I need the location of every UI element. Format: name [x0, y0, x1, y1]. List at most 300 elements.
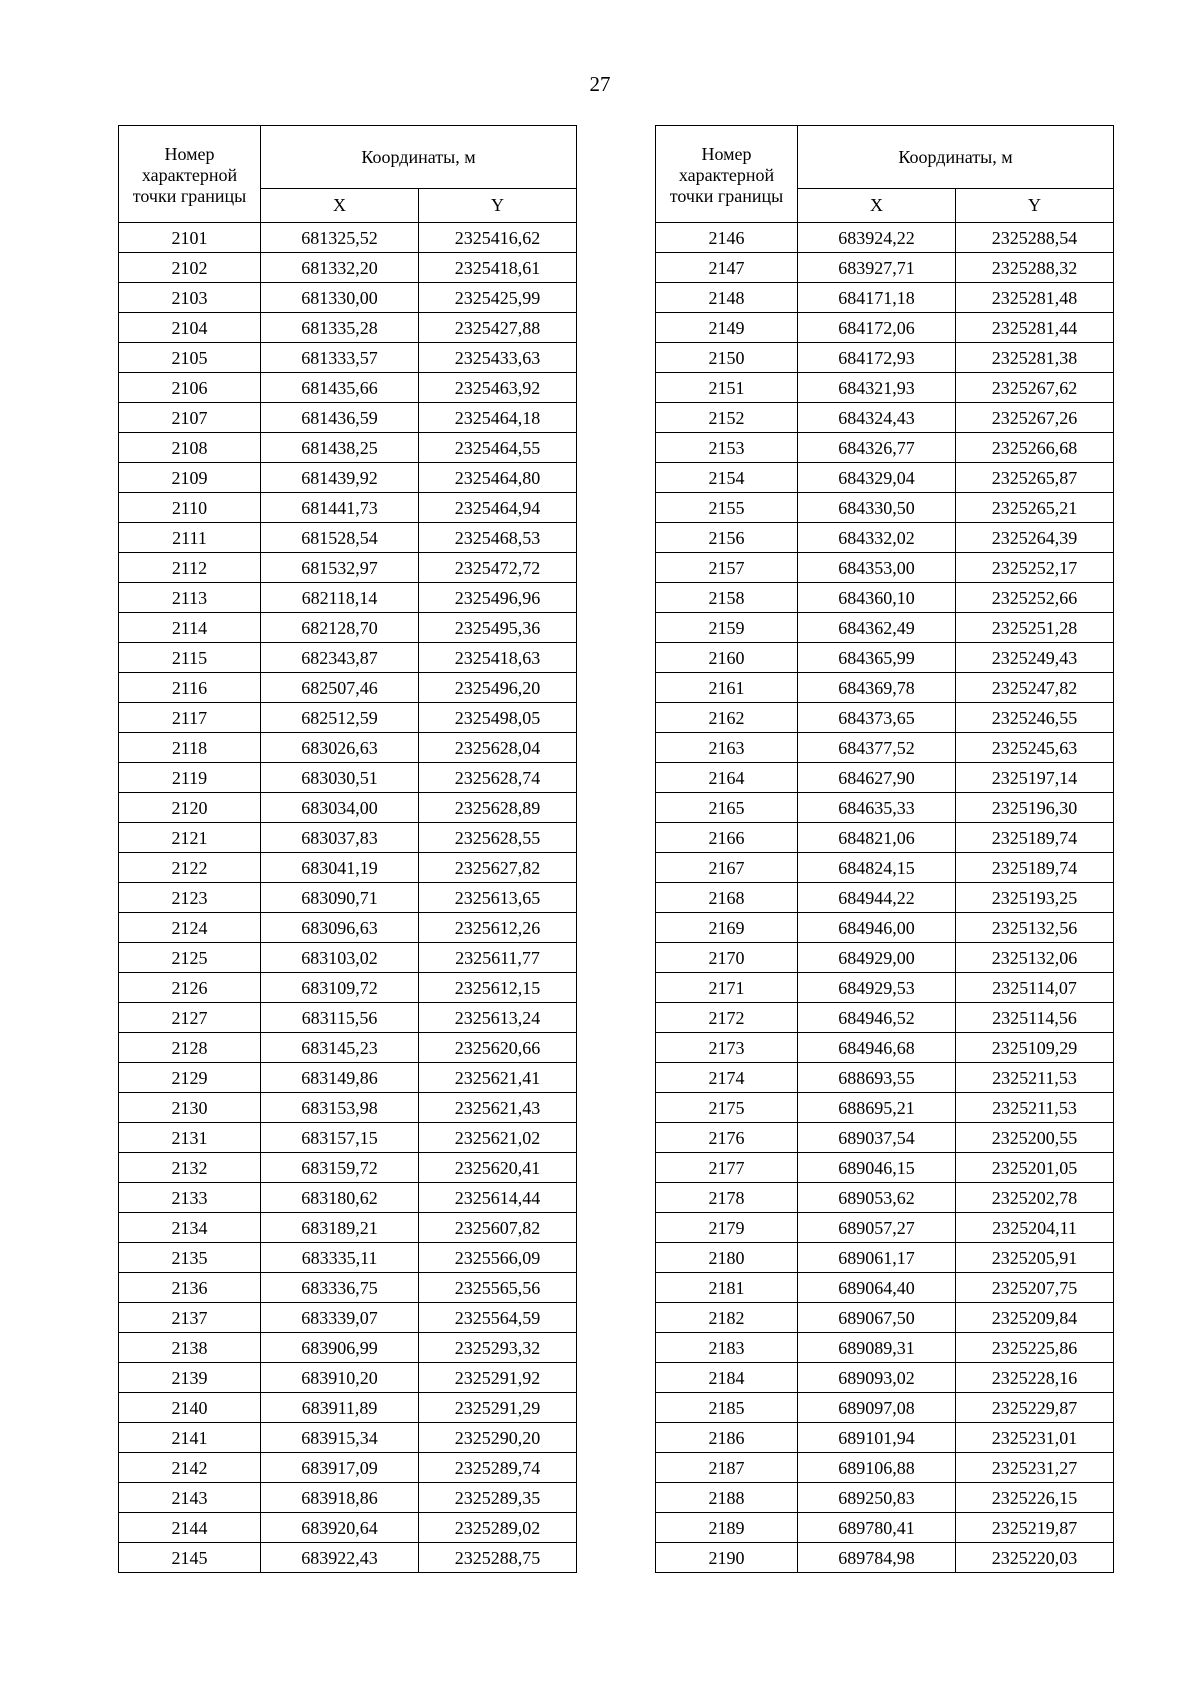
- x-coordinate-cell: 683145,23: [261, 1033, 419, 1063]
- x-coordinate-cell: 683335,11: [261, 1243, 419, 1273]
- y-coordinate-cell: 2325496,20: [419, 673, 577, 703]
- x-coordinate-cell: 683917,09: [261, 1453, 419, 1483]
- table-row: [119, 1003, 577, 1033]
- point-number-cell: 2159: [656, 613, 798, 643]
- table-row: [119, 493, 577, 523]
- table-row: [119, 1483, 577, 1513]
- point-number-cell: 2189: [656, 1513, 798, 1543]
- y-coordinate-cell: 2325288,75: [419, 1543, 577, 1573]
- x-coordinate-cell: 681335,28: [261, 313, 419, 343]
- point-number-cell: 2175: [656, 1093, 798, 1123]
- table-row: [656, 553, 1114, 583]
- table-row: [119, 1543, 577, 1573]
- x-coordinate-cell: 681325,52: [261, 223, 419, 253]
- point-number-cell: 2124: [119, 913, 261, 943]
- point-number-cell: 2150: [656, 343, 798, 373]
- y-coordinate-cell: 2325607,82: [419, 1213, 577, 1243]
- y-coordinate-cell: 2325498,05: [419, 703, 577, 733]
- table-row: [119, 853, 577, 883]
- table-row: [119, 763, 577, 793]
- point-number-cell: 2188: [656, 1483, 798, 1513]
- y-coordinate-cell: 2325193,25: [956, 883, 1114, 913]
- y-coordinate-cell: 2325247,82: [956, 673, 1114, 703]
- point-number-cell: 2139: [119, 1363, 261, 1393]
- table-body: [656, 223, 1114, 1573]
- point-number-cell: 2141: [119, 1423, 261, 1453]
- y-coordinate-cell: 2325628,55: [419, 823, 577, 853]
- x-coordinate-cell: 689089,31: [798, 1333, 956, 1363]
- table-row: [656, 463, 1114, 493]
- table-row: [119, 1273, 577, 1303]
- table-body: [119, 223, 577, 1573]
- x-coordinate-cell: 684324,43: [798, 403, 956, 433]
- x-coordinate-cell: 683180,62: [261, 1183, 419, 1213]
- point-number-cell: 2142: [119, 1453, 261, 1483]
- point-number-cell: 2153: [656, 433, 798, 463]
- table-row: [656, 823, 1114, 853]
- y-coordinate-cell: 2325132,06: [956, 943, 1114, 973]
- y-coordinate-cell: 2325246,55: [956, 703, 1114, 733]
- x-coordinate-cell: 688693,55: [798, 1063, 956, 1093]
- x-coordinate-cell: 684332,02: [798, 523, 956, 553]
- point-number-cell: 2123: [119, 883, 261, 913]
- y-coordinate-cell: 2325620,66: [419, 1033, 577, 1063]
- table-row: [656, 313, 1114, 343]
- table-row: [119, 913, 577, 943]
- x-coordinate-cell: 683034,00: [261, 793, 419, 823]
- y-coordinate-cell: 2325245,63: [956, 733, 1114, 763]
- table-row: [656, 253, 1114, 283]
- x-coordinate-cell: 684824,15: [798, 853, 956, 883]
- table-row: [656, 373, 1114, 403]
- y-coordinate-cell: 2325468,53: [419, 523, 577, 553]
- point-number-cell: 2132: [119, 1153, 261, 1183]
- point-number-cell: 2167: [656, 853, 798, 883]
- y-coordinate-cell: 2325433,63: [419, 343, 577, 373]
- y-coordinate-cell: 2325220,03: [956, 1543, 1114, 1573]
- x-coordinate-cell: 683159,72: [261, 1153, 419, 1183]
- y-coordinate-cell: 2325267,26: [956, 403, 1114, 433]
- y-coordinate-cell: 2325196,30: [956, 793, 1114, 823]
- table-row: [656, 1483, 1114, 1513]
- y-coordinate-cell: 2325265,87: [956, 463, 1114, 493]
- y-coordinate-cell: 2325288,32: [956, 253, 1114, 283]
- table-row: [656, 1453, 1114, 1483]
- point-number-cell: 2161: [656, 673, 798, 703]
- x-coordinate-cell: 689784,98: [798, 1543, 956, 1573]
- header-coordinates: Координаты, м: [798, 126, 1114, 189]
- y-coordinate-cell: 2325281,38: [956, 343, 1114, 373]
- y-coordinate-cell: 2325613,24: [419, 1003, 577, 1033]
- x-coordinate-cell: 684172,93: [798, 343, 956, 373]
- x-coordinate-cell: 683096,63: [261, 913, 419, 943]
- y-coordinate-cell: 2325204,11: [956, 1213, 1114, 1243]
- point-number-cell: 2113: [119, 583, 261, 613]
- y-coordinate-cell: 2325621,41: [419, 1063, 577, 1093]
- y-coordinate-cell: 2325252,66: [956, 583, 1114, 613]
- point-number-cell: 2165: [656, 793, 798, 823]
- y-coordinate-cell: 2325416,62: [419, 223, 577, 253]
- header-y: Y: [419, 188, 577, 222]
- y-coordinate-cell: 2325252,17: [956, 553, 1114, 583]
- x-coordinate-cell: 681528,54: [261, 523, 419, 553]
- table-row: [119, 643, 577, 673]
- x-coordinate-cell: 682128,70: [261, 613, 419, 643]
- point-number-cell: 2103: [119, 283, 261, 313]
- y-coordinate-cell: 2325290,20: [419, 1423, 577, 1453]
- table-row: [656, 343, 1114, 373]
- table-row: [119, 223, 577, 253]
- x-coordinate-cell: 689053,62: [798, 1183, 956, 1213]
- table-row: [119, 463, 577, 493]
- table-row: [119, 253, 577, 283]
- coordinates-table-left: [118, 125, 577, 1573]
- table-row: [656, 1333, 1114, 1363]
- x-coordinate-cell: 683336,75: [261, 1273, 419, 1303]
- x-coordinate-cell: 683189,21: [261, 1213, 419, 1243]
- table-row: [119, 433, 577, 463]
- x-coordinate-cell: 681441,73: [261, 493, 419, 523]
- x-coordinate-cell: 683103,02: [261, 943, 419, 973]
- y-coordinate-cell: 2325225,86: [956, 1333, 1114, 1363]
- table-row: [656, 703, 1114, 733]
- y-coordinate-cell: 2325291,92: [419, 1363, 577, 1393]
- x-coordinate-cell: 684946,52: [798, 1003, 956, 1033]
- y-coordinate-cell: 2325205,91: [956, 1243, 1114, 1273]
- coordinates-table-right: [655, 125, 1114, 1573]
- table-row: [119, 1213, 577, 1243]
- point-number-cell: 2169: [656, 913, 798, 943]
- table-row: [656, 853, 1114, 883]
- x-coordinate-cell: 684353,00: [798, 553, 956, 583]
- y-coordinate-cell: 2325281,44: [956, 313, 1114, 343]
- table-row: [119, 1423, 577, 1453]
- table-row: [656, 793, 1114, 823]
- header-point-number: Номер характерной точки границы: [119, 126, 261, 223]
- table-row: [119, 583, 577, 613]
- y-coordinate-cell: 2325464,55: [419, 433, 577, 463]
- point-number-cell: 2152: [656, 403, 798, 433]
- x-coordinate-cell: 689057,27: [798, 1213, 956, 1243]
- table-row: [119, 1153, 577, 1183]
- point-number-cell: 2146: [656, 223, 798, 253]
- y-coordinate-cell: 2325265,21: [956, 493, 1114, 523]
- x-coordinate-cell: 689250,83: [798, 1483, 956, 1513]
- point-number-cell: 2126: [119, 973, 261, 1003]
- table-row: [656, 1003, 1114, 1033]
- table-row: [119, 343, 577, 373]
- point-number-cell: 2147: [656, 253, 798, 283]
- point-number-cell: 2144: [119, 1513, 261, 1543]
- point-number-cell: 2168: [656, 883, 798, 913]
- y-coordinate-cell: 2325564,59: [419, 1303, 577, 1333]
- table-row: [656, 643, 1114, 673]
- x-coordinate-cell: 689780,41: [798, 1513, 956, 1543]
- point-number-cell: 2177: [656, 1153, 798, 1183]
- x-coordinate-cell: 684329,04: [798, 463, 956, 493]
- y-coordinate-cell: 2325114,07: [956, 973, 1114, 1003]
- point-number-cell: 2111: [119, 523, 261, 553]
- point-number-cell: 2182: [656, 1303, 798, 1333]
- x-coordinate-cell: 689046,15: [798, 1153, 956, 1183]
- y-coordinate-cell: 2325189,74: [956, 823, 1114, 853]
- point-number-cell: 2108: [119, 433, 261, 463]
- y-coordinate-cell: 2325264,39: [956, 523, 1114, 553]
- table-row: [119, 793, 577, 823]
- point-number-cell: 2135: [119, 1243, 261, 1273]
- table-row: [119, 1453, 577, 1483]
- x-coordinate-cell: 684929,53: [798, 973, 956, 1003]
- y-coordinate-cell: 2325132,56: [956, 913, 1114, 943]
- point-number-cell: 2140: [119, 1393, 261, 1423]
- table-row: [119, 1333, 577, 1363]
- x-coordinate-cell: 681436,59: [261, 403, 419, 433]
- table-row: [656, 493, 1114, 523]
- table-row: [656, 1363, 1114, 1393]
- y-coordinate-cell: 2325231,27: [956, 1453, 1114, 1483]
- point-number-cell: 2186: [656, 1423, 798, 1453]
- y-coordinate-cell: 2325209,84: [956, 1303, 1114, 1333]
- table-row: [656, 883, 1114, 913]
- point-number-cell: 2128: [119, 1033, 261, 1063]
- point-number-cell: 2176: [656, 1123, 798, 1153]
- point-number-cell: 2178: [656, 1183, 798, 1213]
- table-row: [656, 583, 1114, 613]
- point-number-cell: 2180: [656, 1243, 798, 1273]
- y-coordinate-cell: 2325418,61: [419, 253, 577, 283]
- x-coordinate-cell: 683927,71: [798, 253, 956, 283]
- x-coordinate-cell: 684627,90: [798, 763, 956, 793]
- x-coordinate-cell: 681333,57: [261, 343, 419, 373]
- y-coordinate-cell: 2325464,18: [419, 403, 577, 433]
- point-number-cell: 2172: [656, 1003, 798, 1033]
- point-number-cell: 2163: [656, 733, 798, 763]
- point-number-cell: 2106: [119, 373, 261, 403]
- point-number-cell: 2170: [656, 943, 798, 973]
- y-coordinate-cell: 2325293,32: [419, 1333, 577, 1363]
- table-row: [119, 1393, 577, 1423]
- x-coordinate-cell: 684377,52: [798, 733, 956, 763]
- y-coordinate-cell: 2325621,43: [419, 1093, 577, 1123]
- x-coordinate-cell: 684326,77: [798, 433, 956, 463]
- y-coordinate-cell: 2325495,36: [419, 613, 577, 643]
- table-row: [656, 1033, 1114, 1063]
- x-coordinate-cell: 681330,00: [261, 283, 419, 313]
- table-row: [656, 1183, 1114, 1213]
- y-coordinate-cell: 2325613,65: [419, 883, 577, 913]
- y-coordinate-cell: 2325628,04: [419, 733, 577, 763]
- x-coordinate-cell: 684321,93: [798, 373, 956, 403]
- y-coordinate-cell: 2325228,16: [956, 1363, 1114, 1393]
- table-row: [119, 403, 577, 433]
- table-row: [119, 313, 577, 343]
- x-coordinate-cell: 684821,06: [798, 823, 956, 853]
- point-number-cell: 2138: [119, 1333, 261, 1363]
- point-number-cell: 2102: [119, 253, 261, 283]
- point-number-cell: 2185: [656, 1393, 798, 1423]
- point-number-cell: 2115: [119, 643, 261, 673]
- table-row: [656, 1093, 1114, 1123]
- x-coordinate-cell: 683041,19: [261, 853, 419, 883]
- point-number-cell: 2117: [119, 703, 261, 733]
- x-coordinate-cell: 683922,43: [261, 1543, 419, 1573]
- x-coordinate-cell: 689067,50: [798, 1303, 956, 1333]
- table-row: [656, 1273, 1114, 1303]
- point-number-cell: 2145: [119, 1543, 261, 1573]
- table-row: [656, 283, 1114, 313]
- point-number-cell: 2122: [119, 853, 261, 883]
- point-number-cell: 2156: [656, 523, 798, 553]
- x-coordinate-cell: 683339,07: [261, 1303, 419, 1333]
- x-coordinate-cell: 689061,17: [798, 1243, 956, 1273]
- point-number-cell: 2171: [656, 973, 798, 1003]
- point-number-cell: 2133: [119, 1183, 261, 1213]
- y-coordinate-cell: 2325219,87: [956, 1513, 1114, 1543]
- point-number-cell: 2120: [119, 793, 261, 823]
- y-coordinate-cell: 2325614,44: [419, 1183, 577, 1213]
- y-coordinate-cell: 2325267,62: [956, 373, 1114, 403]
- x-coordinate-cell: 683918,86: [261, 1483, 419, 1513]
- x-coordinate-cell: 689106,88: [798, 1453, 956, 1483]
- x-coordinate-cell: 683115,56: [261, 1003, 419, 1033]
- point-number-cell: 2131: [119, 1123, 261, 1153]
- x-coordinate-cell: 683026,63: [261, 733, 419, 763]
- point-number-cell: 2173: [656, 1033, 798, 1063]
- y-coordinate-cell: 2325612,26: [419, 913, 577, 943]
- x-coordinate-cell: 681532,97: [261, 553, 419, 583]
- point-number-cell: 2104: [119, 313, 261, 343]
- y-coordinate-cell: 2325464,80: [419, 463, 577, 493]
- point-number-cell: 2119: [119, 763, 261, 793]
- y-coordinate-cell: 2325628,74: [419, 763, 577, 793]
- table-row: [656, 223, 1114, 253]
- y-coordinate-cell: 2325229,87: [956, 1393, 1114, 1423]
- point-number-cell: 2149: [656, 313, 798, 343]
- x-coordinate-cell: 684929,00: [798, 943, 956, 973]
- x-coordinate-cell: 684172,06: [798, 313, 956, 343]
- x-coordinate-cell: 681435,66: [261, 373, 419, 403]
- x-coordinate-cell: 684360,10: [798, 583, 956, 613]
- header-point-number: Номер характерной точки границы: [656, 126, 798, 223]
- point-number-cell: 2121: [119, 823, 261, 853]
- y-coordinate-cell: 2325289,74: [419, 1453, 577, 1483]
- point-number-cell: 2114: [119, 613, 261, 643]
- x-coordinate-cell: 681439,92: [261, 463, 419, 493]
- table-row: [656, 433, 1114, 463]
- y-coordinate-cell: 2325114,56: [956, 1003, 1114, 1033]
- x-coordinate-cell: 684946,00: [798, 913, 956, 943]
- table-row: [119, 823, 577, 853]
- point-number-cell: 2127: [119, 1003, 261, 1033]
- point-number-cell: 2160: [656, 643, 798, 673]
- y-coordinate-cell: 2325211,53: [956, 1063, 1114, 1093]
- table-row: [656, 613, 1114, 643]
- x-coordinate-cell: 682507,46: [261, 673, 419, 703]
- table-row: [656, 973, 1114, 1003]
- point-number-cell: 2148: [656, 283, 798, 313]
- x-coordinate-cell: 683157,15: [261, 1123, 419, 1153]
- y-coordinate-cell: 2325211,53: [956, 1093, 1114, 1123]
- y-coordinate-cell: 2325231,01: [956, 1423, 1114, 1453]
- point-number-cell: 2109: [119, 463, 261, 493]
- x-coordinate-cell: 683037,83: [261, 823, 419, 853]
- y-coordinate-cell: 2325197,14: [956, 763, 1114, 793]
- table-row: [119, 1123, 577, 1153]
- x-coordinate-cell: 683911,89: [261, 1393, 419, 1423]
- table-row: [656, 763, 1114, 793]
- y-coordinate-cell: 2325251,28: [956, 613, 1114, 643]
- y-coordinate-cell: 2325291,29: [419, 1393, 577, 1423]
- y-coordinate-cell: 2325281,48: [956, 283, 1114, 313]
- table-row: [656, 1153, 1114, 1183]
- y-coordinate-cell: 2325266,68: [956, 433, 1114, 463]
- point-number-cell: 2136: [119, 1273, 261, 1303]
- x-coordinate-cell: 684365,99: [798, 643, 956, 673]
- point-number-cell: 2157: [656, 553, 798, 583]
- table-row: [656, 523, 1114, 553]
- table-row: [656, 1393, 1114, 1423]
- table-row: [656, 1243, 1114, 1273]
- x-coordinate-cell: 684369,78: [798, 673, 956, 703]
- y-coordinate-cell: 2325200,55: [956, 1123, 1114, 1153]
- y-coordinate-cell: 2325249,43: [956, 643, 1114, 673]
- y-coordinate-cell: 2325612,15: [419, 973, 577, 1003]
- table-row: [119, 733, 577, 763]
- table-row: [119, 943, 577, 973]
- point-number-cell: 2143: [119, 1483, 261, 1513]
- table-row: [119, 1183, 577, 1213]
- y-coordinate-cell: 2325628,89: [419, 793, 577, 823]
- table-row: [119, 1093, 577, 1123]
- point-number-cell: 2151: [656, 373, 798, 403]
- y-coordinate-cell: 2325427,88: [419, 313, 577, 343]
- y-coordinate-cell: 2325464,94: [419, 493, 577, 523]
- table-row: [119, 283, 577, 313]
- table-row: [656, 403, 1114, 433]
- x-coordinate-cell: 684373,65: [798, 703, 956, 733]
- point-number-cell: 2134: [119, 1213, 261, 1243]
- page-number: 27: [589, 72, 611, 96]
- y-coordinate-cell: 2325611,77: [419, 943, 577, 973]
- x-coordinate-cell: 682118,14: [261, 583, 419, 613]
- header-x: X: [798, 188, 956, 222]
- point-number-cell: 2183: [656, 1333, 798, 1363]
- point-number-cell: 2166: [656, 823, 798, 853]
- table-row: [656, 733, 1114, 763]
- point-number-cell: 2130: [119, 1093, 261, 1123]
- x-coordinate-cell: 684330,50: [798, 493, 956, 523]
- point-number-cell: 2164: [656, 763, 798, 793]
- y-coordinate-cell: 2325189,74: [956, 853, 1114, 883]
- table-row: [119, 553, 577, 583]
- header-coordinates: Координаты, м: [261, 126, 577, 189]
- point-number-cell: 2181: [656, 1273, 798, 1303]
- table-row: [119, 1033, 577, 1063]
- table-row: [119, 1513, 577, 1543]
- table-row: [656, 1303, 1114, 1333]
- point-number-cell: 2110: [119, 493, 261, 523]
- x-coordinate-cell: 681438,25: [261, 433, 419, 463]
- point-number-cell: 2154: [656, 463, 798, 493]
- table-row: [119, 1363, 577, 1393]
- point-number-cell: 2155: [656, 493, 798, 523]
- y-coordinate-cell: 2325472,72: [419, 553, 577, 583]
- point-number-cell: 2118: [119, 733, 261, 763]
- x-coordinate-cell: 683924,22: [798, 223, 956, 253]
- table-row: [119, 883, 577, 913]
- point-number-cell: 2190: [656, 1543, 798, 1573]
- x-coordinate-cell: 683109,72: [261, 973, 419, 1003]
